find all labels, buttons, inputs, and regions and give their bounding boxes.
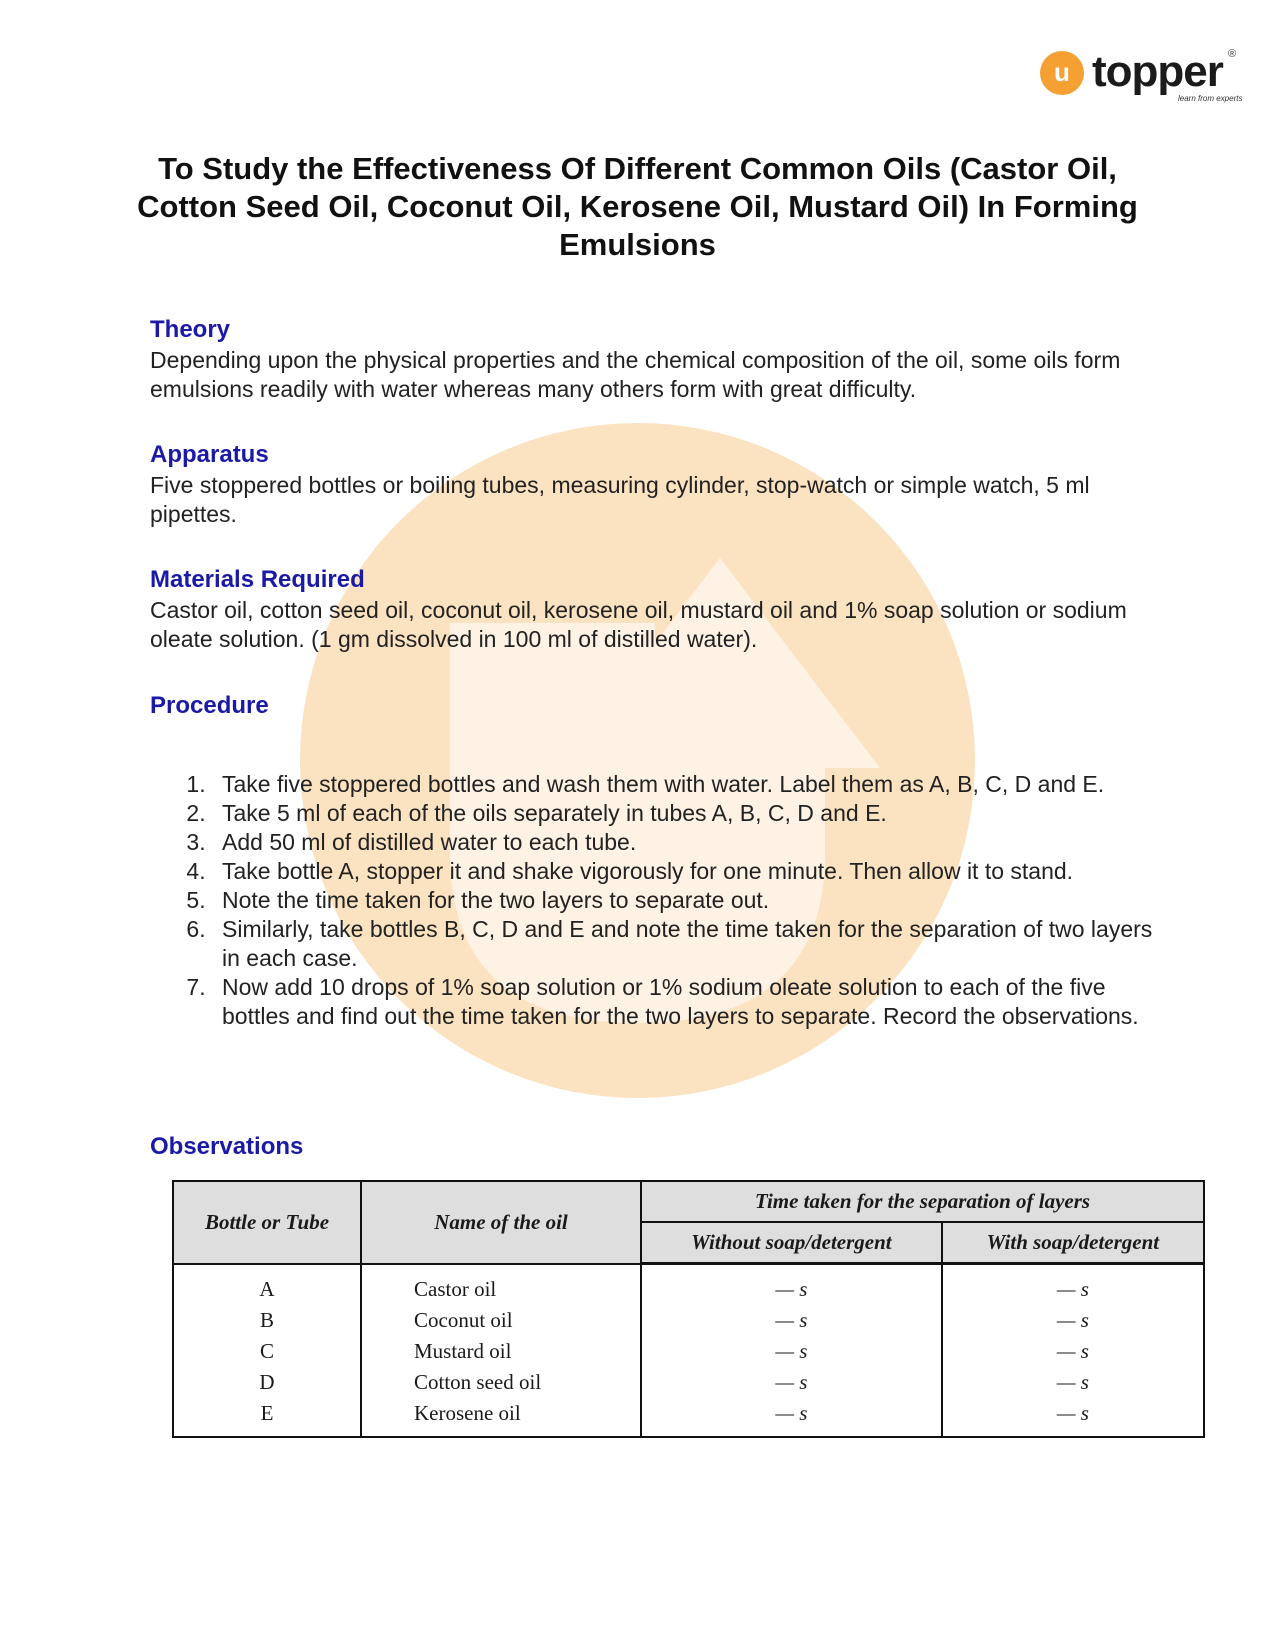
theory-heading: Theory (150, 316, 231, 343)
cell-without: — s (641, 1367, 942, 1398)
procedure-step: 3. Add 50 ml of distilled water to each tube. (212, 828, 1172, 857)
observations-table (172, 1180, 1205, 1438)
table-row (173, 1367, 1204, 1398)
procedure-steps (150, 770, 1172, 1031)
cell-oil: Mustard oil (361, 1336, 641, 1367)
col-header-oil-name: Name of the oil (361, 1181, 641, 1264)
col-header-with-soap: With soap/detergent (942, 1222, 1204, 1264)
cell-with: — s (942, 1367, 1204, 1398)
materials-heading: Materials Required (150, 566, 365, 593)
col-header-without-soap: Without soap/detergent (641, 1222, 942, 1264)
cell-oil: Kerosene oil (361, 1398, 641, 1437)
cell-without: — s (641, 1264, 942, 1306)
table-row (173, 1398, 1204, 1437)
table-row (173, 1336, 1204, 1367)
cell-bottle: E (173, 1398, 361, 1437)
brand-logo (1040, 46, 1243, 106)
theory-text: Depending upon the physical properties and the chemical composition of the oil, some oils form emulsions readily with water whereas many others form with great difficulty. (150, 347, 1121, 402)
cell-with: — s (942, 1398, 1204, 1437)
observations-heading: Observations (150, 1133, 304, 1160)
procedure-step: 1. Take five stoppered bottles and wash them with water. Label them as A, B, C, D and E. (212, 770, 1172, 799)
cell-bottle: B (173, 1305, 361, 1336)
procedure-step: 6. Similarly, take bottles B, C, D and E and note the time taken for the separation of two layers in each case. (212, 915, 1172, 973)
cell-with: — s (942, 1305, 1204, 1336)
logo-wordmark: topper (1092, 47, 1223, 96)
procedure-step: 2. Take 5 ml of each of the oils separately in tubes A, B, C, D and E. (212, 799, 1172, 828)
cell-with: — s (942, 1264, 1204, 1306)
cell-with: — s (942, 1336, 1204, 1367)
page-title: To Study the Effectiveness Of Different Common Oils (Castor Oil, Cotton Seed Oil, Coconut Oil, Kerosene Oil, Mustard Oil) In Forming Emulsions (137, 151, 1138, 262)
cell-without: — s (641, 1305, 942, 1336)
apparatus-text: Five stoppered bottles or boiling tubes, measuring cylinder, stop-watch or simple watch, 5 ml pipettes. (150, 472, 1090, 527)
procedure-step: 7. Now add 10 drops of 1% soap solution or 1% sodium oleate solution to each of the five bottles and find out the time taken for the two layers to separate. Record the observations. (212, 973, 1172, 1031)
logo-tagline: learn from experts (1178, 94, 1243, 103)
logo-registered-mark: ® (1228, 48, 1237, 60)
procedure-step: 4. Take bottle A, stopper it and shake vigorously for one minute. Then allow it to stand. (212, 857, 1172, 886)
apparatus-heading: Apparatus (150, 441, 269, 468)
cell-oil: Cotton seed oil (361, 1367, 641, 1398)
table-row (173, 1305, 1204, 1336)
cell-bottle: A (173, 1264, 361, 1306)
cell-without: — s (641, 1398, 942, 1437)
cell-bottle: D (173, 1367, 361, 1398)
cell-bottle: C (173, 1336, 361, 1367)
table-row (173, 1264, 1204, 1306)
cell-oil: Castor oil (361, 1264, 641, 1306)
cell-without: — s (641, 1336, 942, 1367)
col-header-time: Time taken for the separation of layers (641, 1181, 1204, 1222)
logo-u-icon: u (1040, 51, 1084, 95)
materials-text: Castor oil, cotton seed oil, coconut oil, kerosene oil, mustard oil and 1% soap solution or sodium oleate solution. (1 gm dissolved in 100 ml of distilled water). (150, 597, 1127, 652)
col-header-bottle: Bottle or Tube (173, 1181, 361, 1264)
procedure-step: 5. Note the time taken for the two layers to separate out. (212, 886, 1172, 915)
procedure-heading: Procedure (150, 692, 269, 719)
cell-oil: Coconut oil (361, 1305, 641, 1336)
